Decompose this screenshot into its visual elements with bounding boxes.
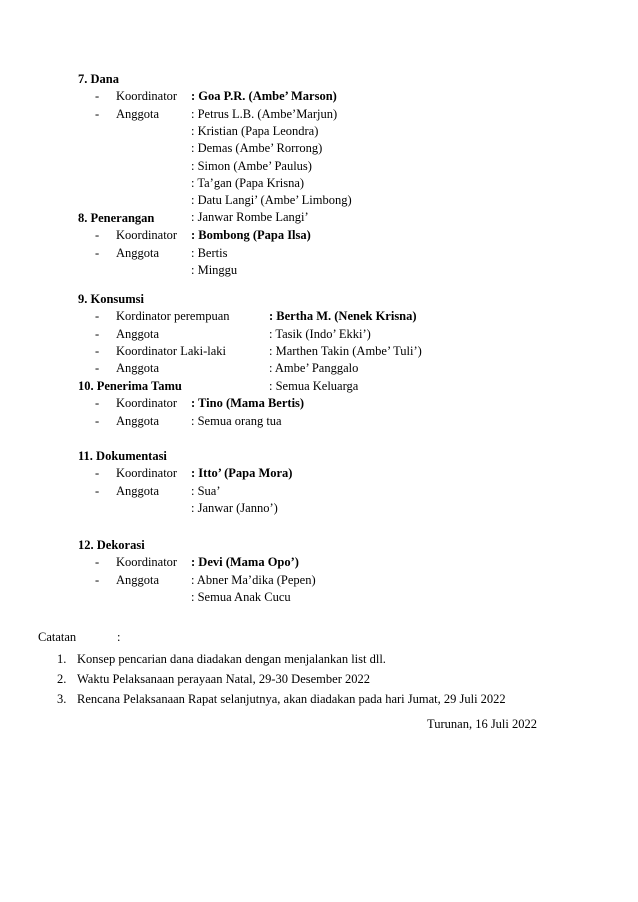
- member-name: : Simon (Ambe’ Paulus): [191, 158, 312, 173]
- role-label: Anggota: [116, 106, 160, 121]
- member-name: : Goa P.R. (Ambe’ Marson): [191, 89, 337, 104]
- member-name: : Semua Anak Cucu: [191, 589, 291, 604]
- member-name: : Abner Ma’dika (Pepen): [191, 572, 316, 587]
- role-label: Anggota: [116, 572, 160, 587]
- list-dash: -: [95, 245, 100, 260]
- list-dash: -: [95, 326, 100, 341]
- notes-colon: :: [117, 630, 121, 644]
- list-dash: -: [95, 396, 100, 411]
- list-dash: -: [95, 228, 100, 243]
- member-name: : Itto’ (Papa Mora): [191, 466, 293, 481]
- section-heading: 8. Penerangan: [78, 211, 155, 225]
- section-heading: 12. Dekorasi: [78, 538, 145, 552]
- role-label: Anggota: [116, 326, 160, 341]
- member-name: : Bertis: [191, 245, 228, 260]
- note-number: 3.: [57, 692, 67, 706]
- member-name: : Datu Langi’ (Ambe’ Limbong): [191, 193, 352, 208]
- member-name: : Ambe’ Panggalo: [269, 361, 359, 376]
- role-label: Koordinator: [116, 396, 178, 411]
- note-number: 2.: [57, 672, 67, 686]
- list-dash: -: [95, 343, 100, 358]
- role-label: Koordinator: [116, 228, 178, 243]
- member-name: : Marthen Takin (Ambe’ Tuli’): [269, 343, 422, 358]
- list-dash: -: [95, 466, 100, 481]
- role-label: Anggota: [116, 413, 160, 428]
- role-label: Koordinator Laki-laki: [116, 343, 227, 358]
- note-text: Konsep pencarian dana diadakan dengan menjalankan list dll.: [77, 652, 386, 666]
- role-label: Anggota: [116, 361, 160, 376]
- note-text: Rencana Pelaksanaan Rapat selanjutnya, akan diadakan pada hari Jumat, 29 Juli 2022: [77, 692, 506, 706]
- role-label: Koordinator: [116, 555, 178, 570]
- member-name: : Devi (Mama Opo’): [191, 555, 299, 570]
- role-label: Anggota: [116, 483, 160, 498]
- list-dash: -: [95, 413, 100, 428]
- note-text: Waktu Pelaksanaan perayaan Natal, 29-30 Desember 2022: [77, 672, 370, 686]
- member-name: : Minggu: [191, 262, 238, 277]
- member-name: : Sua’: [191, 483, 221, 498]
- signoff-date: Turunan, 16 Juli 2022: [427, 717, 537, 731]
- member-name: : Demas (Ambe’ Rorrong): [191, 141, 323, 156]
- member-name: : Janwar Rombe Langi’: [191, 210, 309, 225]
- member-name: : Tasik (Indo’ Ekki’): [269, 326, 371, 341]
- section-heading: 9. Konsumsi: [78, 292, 144, 306]
- role-label: Koordinator: [116, 89, 178, 104]
- notes-label: Catatan: [38, 630, 77, 644]
- member-name: : Bombong (Papa Ilsa): [191, 228, 311, 243]
- list-dash: -: [95, 89, 100, 104]
- member-name: : Kristian (Papa Leondra): [191, 123, 319, 138]
- section-heading: 10. Penerima Tamu: [78, 379, 182, 393]
- member-name: : Ta’gan (Papa Krisna): [191, 175, 305, 190]
- role-label: Koordinator: [116, 466, 178, 481]
- role-label: Kordinator perempuan: [116, 309, 230, 324]
- note-number: 1.: [57, 652, 67, 666]
- role-label: Anggota: [116, 245, 160, 260]
- member-name: : Tino (Mama Bertis): [191, 396, 305, 411]
- member-name: : Semua orang tua: [191, 413, 282, 428]
- section-heading: 7. Dana: [78, 72, 119, 86]
- member-name: : Janwar (Janno’): [191, 500, 278, 515]
- list-dash: -: [95, 555, 100, 570]
- member-name: : Semua Keluarga: [269, 378, 359, 393]
- member-name: : Petrus L.B. (Ambe’Marjun): [191, 106, 338, 121]
- list-dash: -: [95, 572, 100, 587]
- member-name: : Bertha M. (Nenek Krisna): [269, 309, 417, 324]
- list-dash: -: [95, 309, 100, 324]
- list-dash: -: [95, 361, 100, 376]
- list-dash: -: [95, 483, 100, 498]
- list-dash: -: [95, 106, 100, 121]
- section-heading: 11. Dokumentasi: [78, 449, 167, 463]
